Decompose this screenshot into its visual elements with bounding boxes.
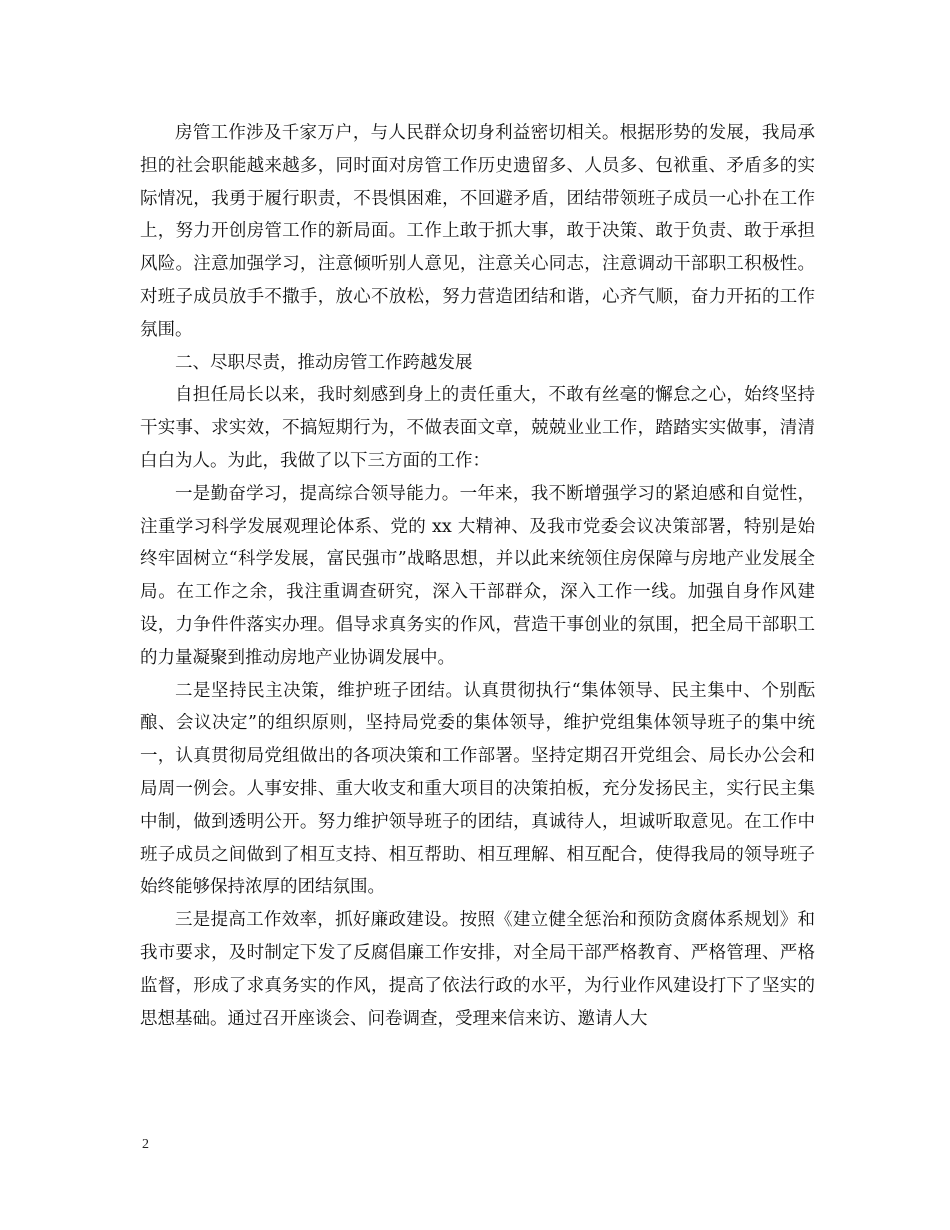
body-text: [140, 117, 815, 1035]
paragraph: 三是提高工作效率，抓好廉政建设。按照《建立健全惩治和预防贪腐体系规划》和我市要求，及时制定下发了反腐倡廉工作安排，对全局干部严格教育、严格管理、严格监督，形成了求真务实的作风，提高了依法行政的水平，为行业作风建设打下了坚实的思想基础。通过召开座谈会、问卷调查，受理来信来访、邀请人大: [140, 910, 815, 1029]
paragraph: 一是勤奋学习，提高综合领导能力。一年来，我不断增强学习的紧迫感和自觉性，注重学习科学发展观理论体系、党的 xx 大精神、及我市党委会议决策部署，特别是始终牢固树立“科学发展，富民强市”战略思想，并以此来统领住房保障与房地产业发展全局。在工作之余，我注重调查研究，深入干部群众，深入工作一线。加强自身作风建设，力争件件落实办理。倡导求真务实的作风，营造干事创业的氛围，把全局干部职工的力量凝聚到推动房地产业协调发展中。: [140, 483, 815, 668]
page-number: 2: [142, 1137, 149, 1152]
paragraph: 自担任局长以来，我时刻感到身上的责任重大，不敢有丝毫的懈怠之心，始终坚持干实事、求实效，不搞短期行为，不做表面文章，兢兢业业工作，踏踏实实做事，清清白白为人。为此，我做了以下三方面的工作：: [140, 385, 815, 471]
paragraph: 二是坚持民主决策，维护班子团结。认真贯彻执行“集体领导、民主集中、个别酝酿、会议决定”的组织原则，坚持局党委的集体领导，维护党组集体领导班子的集中统一，认真贯彻局党组做出的各项决策和工作部署。坚持定期召开党组会、局长办公会和局周一例会。人事安排、重大收支和重大项目的决策拍板，充分发扬民主，实行民主集中制，做到透明公开。努力维护领导班子的团结，真诚待人，坦诚听取意见。在工作中班子成员之间做到了相互支持、相互帮助、相互理解、相互配合，使得我局的领导班子始终能够保持浓厚的团结氛围。: [140, 680, 815, 898]
section-heading: 二、尽职尽责，推动房管工作跨越发展: [175, 352, 473, 373]
paragraph: 房管工作涉及千家万户，与人民群众切身利益密切相关。根据形势的发展，我局承担的社会职能越来越多，同时面对房管工作历史遗留多、人员多、包袱重、矛盾多的实际情况，我勇于履行职责，不畏惧困难，不回避矛盾，团结带领班子成员一心扑在工作上，努力开创房管工作的新局面。工作上敢于抓大事，敢于决策、敢于负责、敢于承担风险。注意加强学习，注意倾听别人意见，注意关心同志，注意调动干部职工积极性。对班子成员放手不撒手，放心不放松，努力营造团结和谐，心齐气顺，奋力开拓的工作氛围。: [140, 123, 815, 340]
